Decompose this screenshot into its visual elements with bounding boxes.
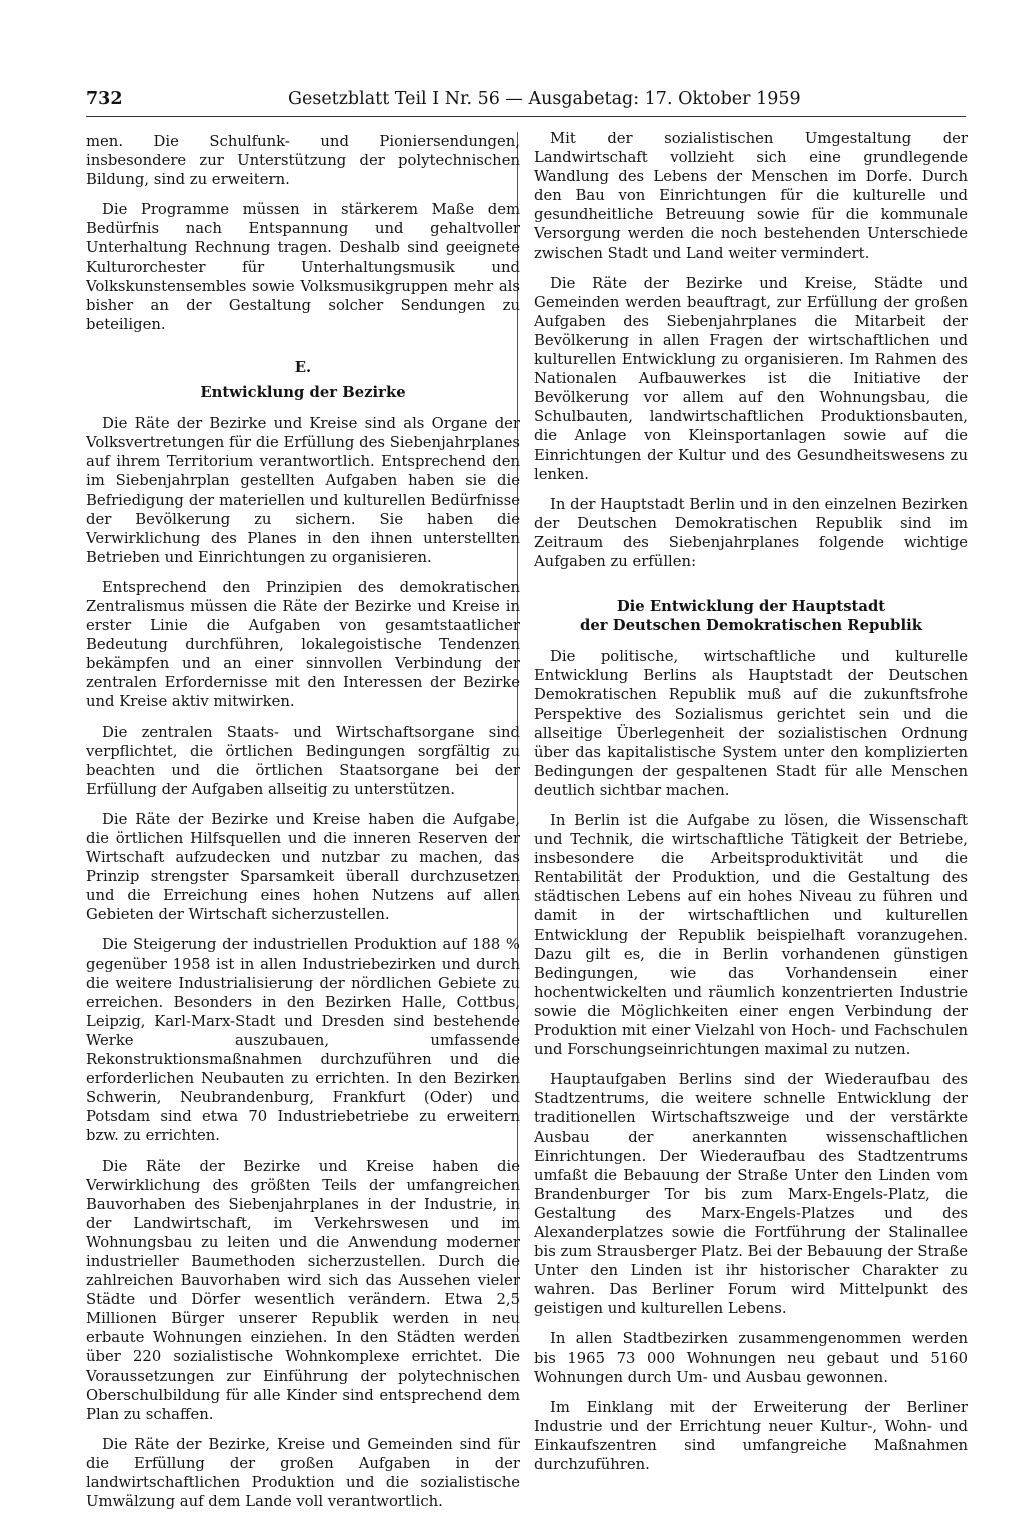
subsection-heading-line: Die Entwicklung der Hauptstadt	[616, 598, 886, 616]
header-rule	[86, 116, 966, 117]
paragraph: Die Räte der Bezirke und Kreise sind als Organe der Volksvertretungen für die Erfüllung des Siebenjahrplanes auf ihrem Territorium verantwortlich. Entsprechend den im Siebenjahrplan gestellten Aufgaben haben sie die Befriedigung der materiellen und kulturellen Bedürfnisse der Bevölkerung zu sichern. Sie haben die Verwirklichung des Planes in den ihnen unterstellten Betrieben und Einrichtungen zu organisieren.	[86, 415, 520, 566]
page-number: 732	[86, 89, 123, 109]
paragraph: Die Räte der Bezirke und Kreise haben die Verwirklichung des größten Teils der umfangreichen Bauvorhaben des Siebenjahrplanes in der Industrie, in der Landwirtschaft, im Verkehrswesen und im Wohnungsbau zu leiten und die Anwendung moderner industrieller Baumethoden sicherzustellen. Durch die zahlreichen Bauvorhaben wird sich das Aussehen vieler Städte und Dörfer wesentlich verändern. Etwa 2,5 Millionen Bürger unserer Republik werden in neu erbaute Wohnungen einziehen. In den Städten werden über 220 sozialistische Wohnkomplexe errichtet. Die Voraussetzungen zur Einführung der polytechnischen Oberschulbildung für alle Kinder sind entsprechend dem Plan zu schaffen.	[86, 1157, 520, 1423]
paragraph: In der Hauptstadt Berlin und in den einzelnen Bezirken der Deutschen Demokratischen Republik sind im Zeitraum des Siebenjahrplanes folgende wichtige Aufgaben zu erfüllen:	[534, 495, 968, 570]
right-column	[534, 129, 968, 1485]
paragraph: Mit der sozialistischen Umgestaltung der Landwirtschaft vollzieht sich eine grundlegende Wandlung des Lebens der Menschen im Dorfe. Durch den Bau von Einrichtungen für die kulturelle und gesundheitliche Betreuung sowie für die kommunale Versorgung werden die noch bestehenden Unterschiede zwischen Stadt und Land weiter vermindert.	[534, 130, 968, 262]
paragraph: Hauptaufgaben Berlins sind der Wiederaufbau des Stadtzentrums, die weitere schnelle Entwicklung der traditionellen Wirtschaftszweige und der verstärkte Ausbau der anerkannten wissenschaftlichen Einrichtungen. Der Wiederaufbau des Stadtzentrums umfaßt die Bebauung der Straße Unter den Linden vom Brandenburger Tor bis zum Marx-Engels-Platz, die Gestaltung des Marx-Engels-Platzes und des Alexanderplatzes sowie die Fortführung der Stalinallee bis zum Strausberger Platz. Bei der Bebauung der Straße Unter den Linden ist ihr historischer Charakter zu wahren. Das Berliner Forum wird Mittelpunkt des geistigen und kulturellen Lebens.	[534, 1071, 969, 1318]
paragraph: In Berlin ist die Aufgabe zu lösen, die Wissenschaft und Technik, die wirtschaftliche Tätigkeit der Betriebe, insbesondere die Arbeitsproduktivität und die Rentabilität der Produktion, und die Gestaltung des städtischen Lebens auf ein hohes Niveau zu führen und damit in der wirtschaftlichen und kulturellen Entwicklung der Republik beispielhaft voranzugehen. Dazu gilt es, die in Berlin vorhandenen günstigen Bedingungen, wie das Vorhandensein einer hochentwickelten und räumlich konzentrierten Industrie sowie die Möglichkeiten einer engen Verbindung der Produktion mit einer Vielzahl von Hoch- und Fachschulen und Forschungseinrichtungen maximal zu nutzen.	[534, 812, 968, 1059]
subsection-heading	[534, 597, 968, 635]
paragraph: Entsprechend den Prinzipien des demokratischen Zentralismus müssen die Räte der Bezirke und Kreise in erster Linie die Aufgaben von gesamtstaatlicher Bedeutung durchführen, lokalegoistische Tendenzen bekämpfen und an einer sinnvollen Verbindung der zentralen Erfordernisse mit den Interessen der Bezirke und Kreise aktiv mitwirken.	[86, 578, 520, 711]
paragraph: Die zentralen Staats- und Wirtschaftsorgane sind verpflichtet, die örtlichen Bedingungen sorgfältig zu beachten und die örtlichen Staatsorgane bei der Erfüllung der Aufgaben allseitig zu unterstützen.	[86, 723, 520, 798]
paragraph: Im Einklang mit der Erweiterung der Berliner Industrie und der Errichtung neuer Kultur-, Wohn- und Einkaufszentren sind umfangreiche Maßnahmen durchzuführen.	[534, 1398, 968, 1473]
paragraph: Die politische, wirtschaftliche und kulturelle Entwicklung Berlins als Hauptstadt der Deutschen Demokratischen Republik muß auf die zukunftsfrohe Perspektive des Sozialismus gerichtet sein und die allseitige Überlegenheit der sozialistischen Ordnung über das kapitalistische System unter den komplizierten Bedingungen der gespaltenen Stadt für alle Menschen deutlich sichtbar machen.	[534, 648, 968, 799]
page-header	[86, 89, 966, 119]
paragraph: Die Räte der Bezirke und Kreise, Städte und Gemeinden werden beauftragt, zur Erfüllung der großen Aufgaben des Siebenjahrplanes die Mitarbeit der Bevölkerung in allen Fragen der wirtschaftlichen und kulturellen Entwicklung zu organisieren. Im Rahmen des Nationalen Aufbauwerkes ist die Initiative der Bevölkerung vor allem auf den Wohnungsbau, die Schulbauten, landwirtschaftlichen Produktionsbauten, die Anlage von Kleinsportanlagen sowie auf die Einrichtungen der Kultur und des Gesundheitswesens zu lenken.	[534, 274, 968, 483]
paragraph: Die Räte der Bezirke und Kreise haben die Aufgabe, die örtlichen Hilfsquellen und die inneren Reserven der Wirtschaft aufzudecken und nutzbar zu machen, das Prinzip strengster Sparsamkeit überall durchzusetzen und die Erreichung eines hohen Nutzens auf allen Gebieten der Wirtschaft sicherzustellen.	[86, 810, 520, 924]
subsection-heading-line: der Deutschen Demokratischen Republik	[580, 617, 922, 635]
paragraph: In allen Stadtbezirken zusammengenommen werden bis 1965 73 000 Wohnungen neu gebaut und 5160 Wohnungen durch Um- und Ausbau gewonnen.	[534, 1330, 968, 1386]
left-column	[86, 132, 520, 1522]
paragraph: Die Programme müssen in stärkerem Maße dem Bedürfnis nach Entspannung und gehaltvoller Unterhaltung Rechnung tragen. Deshalb sind geeignete Kulturorchester für Unterhaltungsmusik und Volkskunstensembles sowie Volksmusikgruppen mehr als bisher an der Gestaltung solcher Sendungen zu beteiligen.	[86, 201, 520, 333]
paragraph: Die Räte der Bezirke, Kreise und Gemeinden sind für die Erfüllung der großen Aufgaben in der landwirtschaftlichen Produktion und die sozialistische Umwälzung auf dem Lande voll verantwortlich.	[86, 1435, 520, 1511]
section-heading: Entwicklung der Bezirke	[200, 384, 406, 402]
paragraph: Die Steigerung der industriellen Produktion auf 188 % gegenüber 1958 ist in allen Industriebezirken und durch die weitere Industrialisierung der nördlichen Gebiete zu erreichen. Besonders in den Bezirken Halle, Cottbus, Leipzig, Karl-Marx-Stadt und Dresden sind bestehende Werke auszubauen, umfassende Rekonstruktionsmaßnahmen durchzuführen und die erforderlichen Neubauten zu errichten. In den Bezirken Schwerin, Neubrandenburg, Frankfurt (Oder) und Potsdam sind etwa 70 Industriebetriebe zu erweitern bzw. zu errichten.	[86, 936, 520, 1145]
section-letter: E.	[294, 358, 312, 376]
running-title: Gesetzblatt Teil I Nr. 56 — Ausgabetag: 17. Oktober 1959	[288, 89, 801, 109]
paragraph: men. Die Schulfunk- und Pioniersendungen, insbesondere zur Unterstützung der polytechnischen Bildung, sind zu erweitern.	[86, 133, 520, 189]
